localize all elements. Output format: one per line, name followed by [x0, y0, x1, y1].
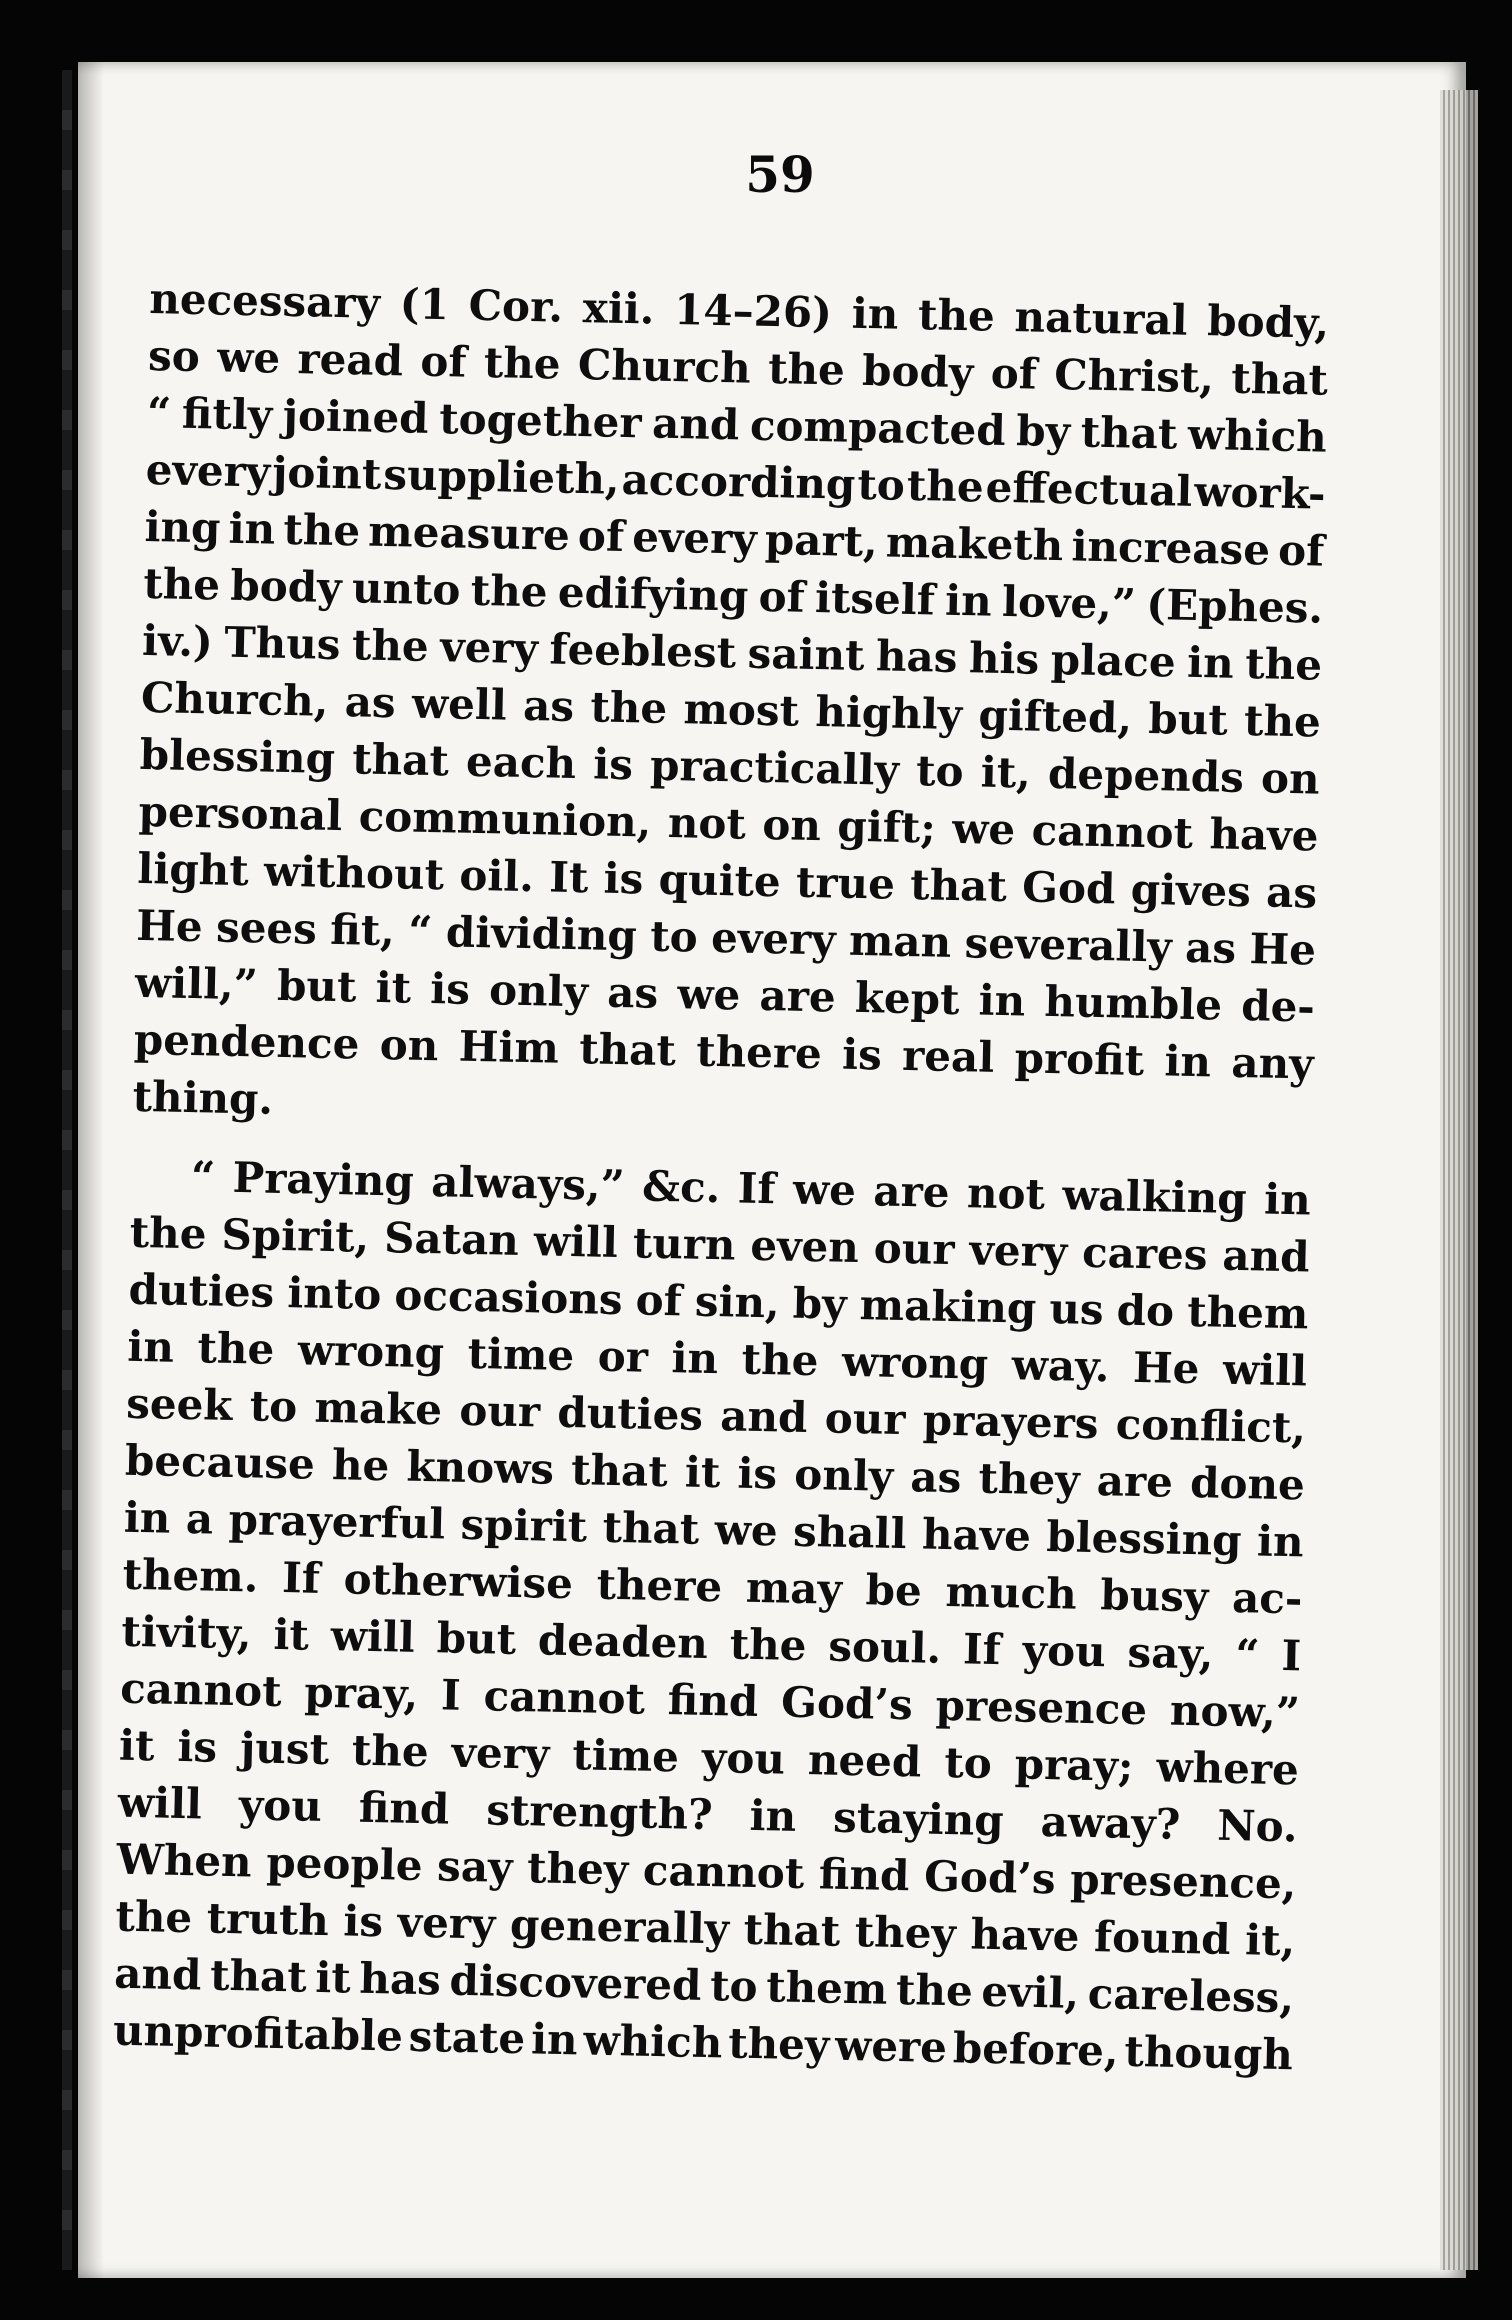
text-line: Church, as well as the most highly gifted, but the — [140, 672, 1322, 747]
text-line: and that it has discovered to them the evil, careless, — [113, 1948, 1295, 2023]
text-line: blessing that each is practically to it, depends on — [139, 729, 1321, 804]
page-edges — [1440, 90, 1478, 2270]
text-line: necessary (1 Cor. xii. 14–26) in the natural body, — [148, 273, 1330, 348]
text-line: unprofitable state in which they were before, though — [112, 2005, 1294, 2080]
text-line: personal communion, not on gift; we cannot have — [138, 786, 1319, 861]
body-text — [113, 270, 1330, 2083]
text-line: ing in the measure of every part, maketh increase of — [144, 501, 1325, 576]
text-line: because he knows that it is only as they are done — [124, 1435, 1306, 1510]
text-line: He sees fit, “ dividing to every man severally as He — [135, 900, 1317, 975]
text-line: duties into occasions of sin, by making us do them — [128, 1264, 1309, 1339]
text-line: it is just the very time you need to pray; where — [118, 1720, 1300, 1795]
text-line: thing. — [132, 1071, 274, 1124]
text-line: in the wrong time or in the wrong way. He will — [126, 1321, 1308, 1396]
text-line: pendence on Him that there is real profit in any — [133, 1014, 1315, 1089]
text-line: will,” but it is only as we are kept in humble de- — [134, 957, 1316, 1032]
text-line: so we read of the Church the body of Christ, that — [147, 330, 1329, 405]
text-line: the body unto the edifying of itself in love,” (Ephes. — [142, 558, 1324, 633]
text-line: the truth is very generally that they have found it, — [115, 1891, 1296, 1966]
text-line: tivity, it will but deaden the soul. If you say, “ I — [120, 1606, 1302, 1681]
paragraph-2 — [113, 1147, 1312, 2084]
text-line: “ fitly joined together and compacted by that which — [146, 387, 1328, 462]
text-line: every joint supplieth, according to the effectual work- — [145, 444, 1327, 519]
text-line: them. If otherwise there may be much busy ac- — [122, 1549, 1303, 1624]
paragraph-1 — [132, 270, 1330, 1150]
text-line: in a prayerful spirit that we shall have blessing in — [123, 1492, 1305, 1567]
text-line: When people say they cannot find God’s presence, — [116, 1834, 1297, 1909]
book-binding-edge — [62, 70, 72, 2270]
text-line: cannot pray, I cannot find God’s presence now,” — [119, 1663, 1301, 1738]
text-line: light without oil. It is quite true that God gives as — [136, 843, 1318, 918]
text-line: the Spirit, Satan will turn even our very cares and — [129, 1207, 1311, 1282]
text-line: iv.) Thus the very feeblest saint has his place in the — [141, 615, 1323, 690]
gutter-shadow — [78, 62, 104, 2278]
page-number: 59 — [745, 145, 815, 204]
text-line: “ Praying always,” &c. If we are not walking in — [190, 1152, 1312, 1225]
text-line: seek to make our duties and our prayers conflict, — [125, 1378, 1307, 1453]
text-line: will you find strength? in staying away? No. — [117, 1777, 1299, 1852]
